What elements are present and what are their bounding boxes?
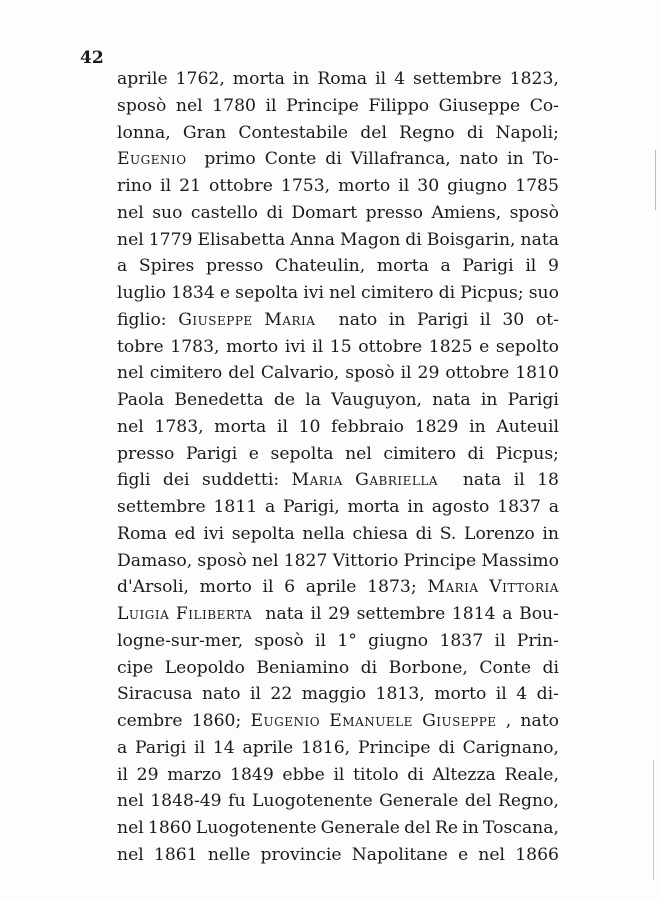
text-word: 1811 xyxy=(213,497,258,517)
text-word: nel xyxy=(117,791,144,812)
text-word: Generale xyxy=(320,818,400,838)
text-word: Napolitane xyxy=(351,844,448,865)
text-word: Principe xyxy=(286,95,359,116)
text-word: 1860 xyxy=(147,818,192,838)
text-word: del xyxy=(404,818,431,838)
text-word: in xyxy=(507,149,524,170)
text-word: nato xyxy=(201,684,241,705)
text-word: nella xyxy=(302,523,345,544)
text-word: Leopoldo xyxy=(164,657,245,678)
text-word: di xyxy=(407,764,424,785)
text-word: il xyxy=(262,577,274,598)
text-word: febbraio xyxy=(331,416,405,437)
text-word: il xyxy=(494,630,506,651)
text-word: a xyxy=(548,497,559,517)
text-word: 1823, xyxy=(509,69,559,89)
text-word: il xyxy=(333,764,345,785)
text-word: Principe xyxy=(357,737,431,758)
text-word: Parigi, xyxy=(283,497,340,517)
text-word: cembre xyxy=(117,711,183,731)
text-word: sposò xyxy=(197,550,247,571)
text-word: settembre xyxy=(117,497,206,517)
text-word: Magon xyxy=(340,229,401,250)
small-caps-name: Vittoria xyxy=(489,577,559,598)
text-word: il xyxy=(479,309,491,330)
text-word: ed xyxy=(174,523,196,544)
text-word: 4 xyxy=(394,69,406,89)
text-word: in xyxy=(542,523,559,544)
text-word: il xyxy=(375,69,387,89)
text-line xyxy=(117,414,559,441)
text-word: il xyxy=(312,336,324,357)
text-word: provincie xyxy=(260,844,342,865)
text-line xyxy=(117,360,559,387)
text-word: il xyxy=(398,176,410,196)
text-line xyxy=(117,681,559,708)
text-word: Principe xyxy=(403,550,477,571)
text-word: in xyxy=(388,309,406,330)
text-word: nato xyxy=(338,309,378,330)
text-word: 1753, xyxy=(280,176,331,196)
text-word: nata xyxy=(265,604,304,624)
text-word: Co- xyxy=(529,95,559,116)
text-word: morta xyxy=(232,69,285,89)
text-word: 1825 xyxy=(428,336,473,357)
text-word: 1873; xyxy=(367,577,417,598)
text-word: 29 xyxy=(136,764,159,785)
text-word: 1762, xyxy=(175,69,225,89)
text-word: Beniamino xyxy=(256,657,350,678)
text-word: Altezza xyxy=(432,764,496,785)
text-word: Napoli; xyxy=(495,122,559,143)
text-word: nata xyxy=(432,390,471,410)
text-word: a xyxy=(264,497,276,517)
text-word: 1837 xyxy=(439,630,484,651)
text-word: Boisgarin, xyxy=(426,229,516,250)
text-line xyxy=(117,548,559,575)
text-word: Roma xyxy=(317,69,368,89)
text-word: fu xyxy=(228,791,246,812)
text-word: 1829 xyxy=(414,416,459,437)
text-word: castello xyxy=(190,202,258,223)
text-word: Villafranca, xyxy=(350,149,451,170)
text-line xyxy=(117,227,559,254)
text-word: e xyxy=(479,336,490,357)
text-word: To- xyxy=(532,149,559,170)
text-word: 22 xyxy=(270,684,293,705)
text-word: Elisabetta xyxy=(197,229,286,250)
text-word: Paola xyxy=(117,390,165,410)
text-word: sposò xyxy=(345,363,395,384)
text-word: 1834 xyxy=(171,283,215,303)
text-word: maggio xyxy=(301,684,367,705)
text-word: il xyxy=(513,470,525,491)
text-word: morto xyxy=(226,336,279,357)
text-line xyxy=(117,815,559,842)
text-word: dei xyxy=(162,470,190,491)
text-word: Filippo xyxy=(368,95,430,116)
text-word: il xyxy=(315,630,327,651)
text-word: di xyxy=(467,443,485,464)
text-word: Picpus; xyxy=(460,283,524,303)
text-word: nato xyxy=(520,711,559,731)
text-word: Parigi xyxy=(416,309,469,330)
small-caps-name: Emanuele xyxy=(329,711,413,731)
text-word: 1785 xyxy=(515,176,559,196)
text-word: e xyxy=(457,844,469,865)
text-word: 1816, xyxy=(300,737,351,758)
small-caps-name: Maria xyxy=(264,309,316,330)
text-word: nel xyxy=(478,844,506,865)
text-word: di xyxy=(405,229,422,250)
text-word: nel xyxy=(251,550,279,571)
text-line xyxy=(117,307,559,334)
text-word: il xyxy=(495,684,507,705)
text-word: Conte xyxy=(264,149,317,170)
small-caps-name: Luigia xyxy=(117,604,170,624)
text-word: ottobre xyxy=(209,176,273,196)
text-word: e xyxy=(248,443,259,464)
text-word: Parigi xyxy=(185,443,238,464)
text-word: di- xyxy=(536,684,559,705)
text-line xyxy=(117,387,559,414)
text-word: figlio: xyxy=(117,309,167,330)
text-word: 1780 xyxy=(212,95,256,116)
text-word: morto xyxy=(338,176,391,196)
text-word: settembre xyxy=(356,604,446,624)
text-line xyxy=(117,441,559,468)
text-word: 18 xyxy=(537,470,559,491)
text-word: 1783, xyxy=(154,416,204,437)
text-word: nel xyxy=(345,443,372,464)
text-word: de xyxy=(273,390,296,410)
text-word: Regno, xyxy=(497,791,559,812)
text-word: , xyxy=(505,711,512,731)
page-number: 42 xyxy=(80,48,104,68)
text-word: Benedetta xyxy=(174,390,264,410)
text-word: 15 xyxy=(329,336,352,357)
text-word: di xyxy=(360,657,378,678)
text-line xyxy=(117,494,559,521)
text-word: Vauguyon, xyxy=(331,390,422,410)
text-word: sposò xyxy=(117,95,167,116)
text-word: il xyxy=(160,176,172,196)
text-word: cimitero xyxy=(149,363,223,384)
small-caps-name: Eugenio xyxy=(117,149,187,170)
text-word: nel xyxy=(117,363,144,384)
body-text xyxy=(117,66,559,869)
text-word: Parigi xyxy=(462,256,514,277)
text-word: in xyxy=(462,818,479,838)
text-word: nel xyxy=(117,844,144,865)
text-word: 6 xyxy=(284,577,296,598)
text-word: Siracusa xyxy=(117,684,193,705)
text-word: 1827 xyxy=(283,550,328,571)
text-line xyxy=(117,708,559,735)
text-word: primo xyxy=(204,149,256,170)
text-word: a xyxy=(117,737,128,758)
text-word: di xyxy=(466,122,484,143)
text-word: di xyxy=(415,523,433,544)
small-caps-name: Gabriella xyxy=(355,470,439,491)
text-word: Luogotenente xyxy=(251,791,373,812)
text-word: nata xyxy=(520,229,559,250)
text-word: a xyxy=(502,604,513,624)
small-caps-name: Giuseppe xyxy=(422,711,497,731)
text-word: in xyxy=(407,497,424,517)
text-word: la xyxy=(305,390,321,410)
text-word: 14 xyxy=(212,737,235,758)
text-line xyxy=(117,628,559,655)
text-word: d'Arsoli, xyxy=(117,577,189,598)
text-word: sposò xyxy=(509,202,559,223)
text-word: il xyxy=(276,416,288,437)
text-word: chiesa xyxy=(352,523,408,544)
text-word: 1814 xyxy=(451,604,496,624)
text-word: nato xyxy=(459,149,499,170)
text-word: di xyxy=(266,202,283,223)
text-word: 10 xyxy=(298,416,321,437)
text-line xyxy=(117,467,559,494)
text-word: 29 xyxy=(417,363,440,384)
text-word: 4 xyxy=(516,684,528,705)
text-line xyxy=(117,120,559,147)
text-word: 30 xyxy=(502,309,525,330)
text-word: di xyxy=(438,283,456,303)
text-word: Parigi xyxy=(507,390,559,410)
text-word: Anna xyxy=(290,229,336,250)
text-word: titolo xyxy=(353,764,399,785)
text-word: Lorenzo xyxy=(464,523,535,544)
text-word: Picpus; xyxy=(495,443,559,464)
text-word: luglio xyxy=(117,283,166,303)
page-edge-mark xyxy=(655,150,656,210)
text-word: Amiens, xyxy=(431,202,502,223)
text-word: di xyxy=(542,657,559,678)
text-word: Carignano, xyxy=(462,737,559,758)
text-word: sepolta xyxy=(235,283,299,303)
small-caps-name: Giuseppe xyxy=(178,309,253,330)
text-word: in xyxy=(469,416,486,437)
text-word: nelle xyxy=(207,844,251,865)
text-word: 1810 xyxy=(515,363,559,384)
text-line xyxy=(117,253,559,280)
text-word: presso xyxy=(365,202,423,223)
text-word: 1860; xyxy=(191,711,242,731)
text-word: Calvario, xyxy=(260,363,340,384)
small-caps-name: Maria xyxy=(291,470,343,491)
text-word: 9 xyxy=(547,256,559,277)
text-word: il xyxy=(525,256,537,277)
text-word: Spires xyxy=(138,256,195,277)
text-word: Domart xyxy=(291,202,358,223)
text-word: 1866 xyxy=(515,844,559,865)
text-word: nel xyxy=(117,202,144,223)
text-word: marzo xyxy=(167,764,222,785)
text-word: Generale xyxy=(379,791,459,812)
text-word: morta xyxy=(347,497,400,517)
text-word: figli xyxy=(117,470,151,491)
text-word: suddetti: xyxy=(201,470,280,491)
text-line xyxy=(117,655,559,682)
text-word: nel xyxy=(175,95,203,116)
text-line xyxy=(117,735,559,762)
text-line xyxy=(117,521,559,548)
text-word: 29 xyxy=(328,604,350,624)
text-word: presso xyxy=(117,443,175,464)
text-word: 21 xyxy=(179,176,202,196)
text-word: logne-sur-mer, xyxy=(117,630,244,651)
text-word: suo xyxy=(152,202,183,223)
text-word: giugno xyxy=(368,630,429,651)
text-word: Giuseppe xyxy=(438,95,521,116)
text-line xyxy=(117,788,559,815)
text-word: lonna, xyxy=(117,122,171,143)
text-word: sepolto xyxy=(495,336,559,357)
text-word: nel xyxy=(117,818,144,838)
text-word: rino xyxy=(117,176,153,196)
text-word: S. xyxy=(439,523,457,544)
text-word: nel xyxy=(329,283,356,303)
text-word: del xyxy=(464,791,492,812)
text-word: nel xyxy=(117,416,144,437)
text-word: in xyxy=(292,69,310,89)
text-word: di xyxy=(438,737,455,758)
text-word: sepolta xyxy=(270,443,334,464)
small-caps-name: Maria xyxy=(427,577,479,598)
text-word: Bou- xyxy=(519,604,559,624)
text-line xyxy=(117,93,559,120)
text-word: sposò xyxy=(254,630,304,651)
text-word: Roma xyxy=(117,523,167,544)
text-word: morto xyxy=(199,577,252,598)
text-word: Parigi xyxy=(135,737,187,758)
text-word: il xyxy=(265,95,277,116)
text-word: tobre xyxy=(117,336,164,357)
text-word: in xyxy=(480,390,498,410)
text-word: a xyxy=(440,256,451,277)
text-word: Prin- xyxy=(516,630,559,651)
text-word: Contestabile xyxy=(238,122,349,143)
text-word: morta xyxy=(214,416,267,437)
text-word: aprile xyxy=(242,737,294,758)
text-word: ivi xyxy=(284,336,306,357)
text-word: 1848-49 xyxy=(150,791,222,812)
text-word: giugno xyxy=(447,176,508,196)
text-word: a xyxy=(117,256,128,277)
text-line xyxy=(117,66,559,93)
text-word: il xyxy=(117,764,128,785)
text-word: Auteuil xyxy=(496,416,559,437)
text-word: 1783, xyxy=(170,336,220,357)
small-caps-name: Filiberta xyxy=(175,604,253,624)
text-word: nel xyxy=(117,229,144,250)
text-word: suo xyxy=(528,283,559,303)
text-word: ottobre xyxy=(358,336,423,357)
text-word: cipe xyxy=(117,657,154,678)
text-line xyxy=(117,280,559,307)
text-word: 1849 xyxy=(230,764,274,785)
text-word: del xyxy=(360,122,387,143)
text-line xyxy=(117,173,559,200)
text-word: Massimo xyxy=(481,550,559,571)
text-word: 1837 xyxy=(497,497,541,517)
text-word: cimitero xyxy=(383,443,456,464)
text-word: Damaso, xyxy=(117,550,193,571)
text-word: il xyxy=(310,604,322,624)
text-word: di xyxy=(325,149,342,170)
text-word: Gran xyxy=(182,122,227,143)
text-word: Regno xyxy=(399,122,455,143)
small-caps-name: Eugenio xyxy=(250,711,321,731)
text-word: Conte xyxy=(479,657,532,678)
text-word: ivi xyxy=(303,283,324,303)
text-word: ot- xyxy=(535,309,559,330)
text-word: Toscana, xyxy=(483,818,559,838)
page-edge-mark xyxy=(653,760,654,880)
text-word: aprile xyxy=(117,69,168,89)
text-word: cimitero xyxy=(360,283,434,303)
text-word: 1813, xyxy=(375,684,425,705)
text-line xyxy=(117,200,559,227)
text-word: 1° xyxy=(337,630,357,651)
text-line xyxy=(117,334,559,361)
text-word: sepolta xyxy=(231,523,295,544)
text-line xyxy=(117,842,559,869)
text-word: ottobre xyxy=(445,363,510,384)
text-line xyxy=(117,574,559,601)
text-word: 1861 xyxy=(153,844,198,865)
text-word: il xyxy=(400,363,412,384)
text-line xyxy=(117,762,559,789)
text-word: Vittorio xyxy=(332,550,399,571)
text-word: Reale, xyxy=(504,764,559,785)
text-word: settembre xyxy=(413,69,502,89)
text-word: aprile xyxy=(305,577,357,598)
text-word: ivi xyxy=(203,523,225,544)
text-word: morta xyxy=(376,256,429,277)
text-line xyxy=(117,601,559,628)
text-word: agosto xyxy=(431,497,490,517)
text-word: Re xyxy=(434,818,459,838)
text-word: nata xyxy=(462,470,502,491)
text-word: 30 xyxy=(417,176,440,196)
text-word: presso xyxy=(206,256,264,277)
text-word: il xyxy=(194,737,206,758)
text-word: Borbone, xyxy=(388,657,468,678)
text-word: Luogotenente xyxy=(195,818,317,838)
text-word: e xyxy=(219,283,231,303)
text-word: il xyxy=(249,684,261,705)
text-line xyxy=(117,146,559,173)
text-word: Chateulin, xyxy=(275,256,366,277)
text-word: ebbe xyxy=(282,764,325,785)
text-word: morto xyxy=(434,684,487,705)
text-word: 1779 xyxy=(148,229,193,250)
text-word: del xyxy=(228,363,255,384)
